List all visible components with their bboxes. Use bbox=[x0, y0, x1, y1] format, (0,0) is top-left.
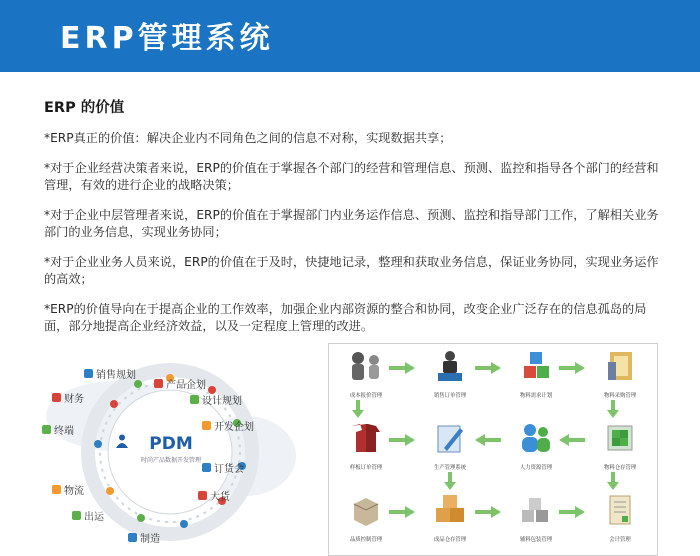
arrow-left-icon bbox=[475, 434, 501, 446]
banner-title: ERP管理系统 bbox=[60, 21, 274, 56]
erp-value-section bbox=[44, 96, 664, 348]
pdm-item-order: 订货会 bbox=[202, 460, 244, 475]
arrow-right-icon bbox=[475, 506, 501, 518]
order-icon bbox=[202, 463, 211, 472]
flow-node-material-req: 物料需求计划 bbox=[501, 348, 571, 399]
garment-icon bbox=[346, 420, 386, 456]
arrow-right-icon bbox=[389, 434, 415, 446]
people-icon bbox=[516, 420, 556, 456]
pdm-item-outbound: 出运 bbox=[72, 508, 104, 523]
flow-node-quality: 品质控制管理 bbox=[331, 492, 401, 543]
boxes-icon bbox=[430, 492, 470, 528]
pdm-item-design: 设计规划 bbox=[190, 392, 242, 407]
packaging-icon bbox=[516, 492, 556, 528]
pdm-item-manufacture: 制造 bbox=[128, 530, 160, 545]
folder-icon bbox=[600, 348, 640, 384]
pdm-item-develop: 开发企划 bbox=[202, 418, 254, 433]
arrow-right-icon bbox=[559, 362, 585, 374]
pdm-item-bulk: 大货 bbox=[198, 488, 230, 503]
pdm-item-sales: 销售规划 bbox=[84, 366, 136, 381]
flow-node-accessory: 辅料包装管理 bbox=[501, 492, 571, 543]
flow-node-sales-order: 销售订单管理 bbox=[415, 348, 485, 399]
flow-node-sample: 样板订单管理 bbox=[331, 420, 401, 471]
manufacture-icon bbox=[128, 533, 137, 542]
pdm-item-finance: 财务 bbox=[52, 390, 84, 405]
erp-flow-diagram bbox=[328, 343, 658, 556]
person-icon bbox=[116, 434, 128, 448]
arrow-right-icon bbox=[559, 506, 585, 518]
ledger-icon bbox=[600, 492, 640, 528]
arrow-right-icon bbox=[389, 362, 415, 374]
arrow-down-icon bbox=[352, 400, 364, 418]
paragraph-2: *对于企业经营决策者来说，ERP的价值在于掌握各个部门的经营和管理信息、预测、监控和指导各个部门的经营和管理，有效的进行企业的战略决策； bbox=[44, 161, 659, 192]
pdm-item-logistics: 物流 bbox=[52, 482, 84, 497]
logistics-icon bbox=[52, 485, 61, 494]
arrow-down-icon bbox=[607, 400, 619, 418]
arrow-left-icon bbox=[559, 434, 585, 446]
production-docs-icon bbox=[430, 420, 470, 456]
develop-icon bbox=[202, 421, 211, 430]
arrow-right-icon bbox=[475, 362, 501, 374]
arrow-right-icon bbox=[389, 506, 415, 518]
bulk-icon bbox=[198, 491, 207, 500]
pdm-wheel-diagram bbox=[36, 346, 304, 556]
material-cubes-icon bbox=[516, 348, 556, 384]
flow-node-purchase: 物料采购管理 bbox=[585, 348, 655, 399]
flow-node-finished: 成品仓存管理 bbox=[415, 492, 485, 543]
paragraph-5: *ERP的价值导向在于提高企业的工作效率，加强企业内部资源的整合和协同，改变企业广泛存在的信息孤岛的局面，部分地提高企业经济效益，以及一定程度上管理的改进。 bbox=[44, 302, 647, 333]
pdm-item-terminal: 终端 bbox=[42, 422, 74, 437]
arrow-down-icon bbox=[444, 472, 456, 490]
sales-icon bbox=[84, 369, 93, 378]
section-heading: ERP 的价值 bbox=[44, 100, 125, 116]
pdm-subtitle: 时尚产品数据开发管理 bbox=[140, 457, 201, 464]
pdm-logo-text: PDM bbox=[149, 434, 193, 454]
flow-node-production: 生产管理系统 bbox=[415, 420, 485, 471]
design-icon bbox=[190, 395, 199, 404]
paragraph-4: *对于企业业务人员来说，ERP的价值在于及时，快捷地记录，整理和获取业务信息，保证业务协同，实现业务运作的高效； bbox=[44, 255, 659, 286]
finance-icon bbox=[52, 393, 61, 402]
box-icon bbox=[346, 492, 386, 528]
flow-node-inventory: 物料仓存管理 bbox=[585, 420, 655, 471]
paragraph-1: *ERP真正的价值：解决企业内不同角色之间的信息不对称，实现数据共享； bbox=[44, 131, 452, 145]
terminal-icon bbox=[42, 425, 51, 434]
flow-node-accounting: 会计管理 bbox=[585, 492, 655, 543]
arrow-down-icon bbox=[607, 472, 619, 490]
sales-order-icon bbox=[430, 348, 470, 384]
pdm-item-product: 产品企划 bbox=[154, 376, 206, 391]
green-cubes-icon bbox=[600, 420, 640, 456]
flow-node-hr: 人力资源管理 bbox=[501, 420, 571, 471]
flow-node-cost: 成本报价管理 bbox=[331, 348, 401, 399]
header-banner bbox=[0, 0, 700, 72]
cost-quote-icon bbox=[346, 348, 386, 384]
outbound-icon bbox=[72, 511, 81, 520]
product-icon bbox=[154, 379, 163, 388]
paragraph-3: *对于企业中层管理者来说，ERP的价值在于掌握部门内业务运作信息、预测、监控和指导部门工作，了解相关业务部门的业务信息，实现业务协同； bbox=[44, 208, 659, 239]
